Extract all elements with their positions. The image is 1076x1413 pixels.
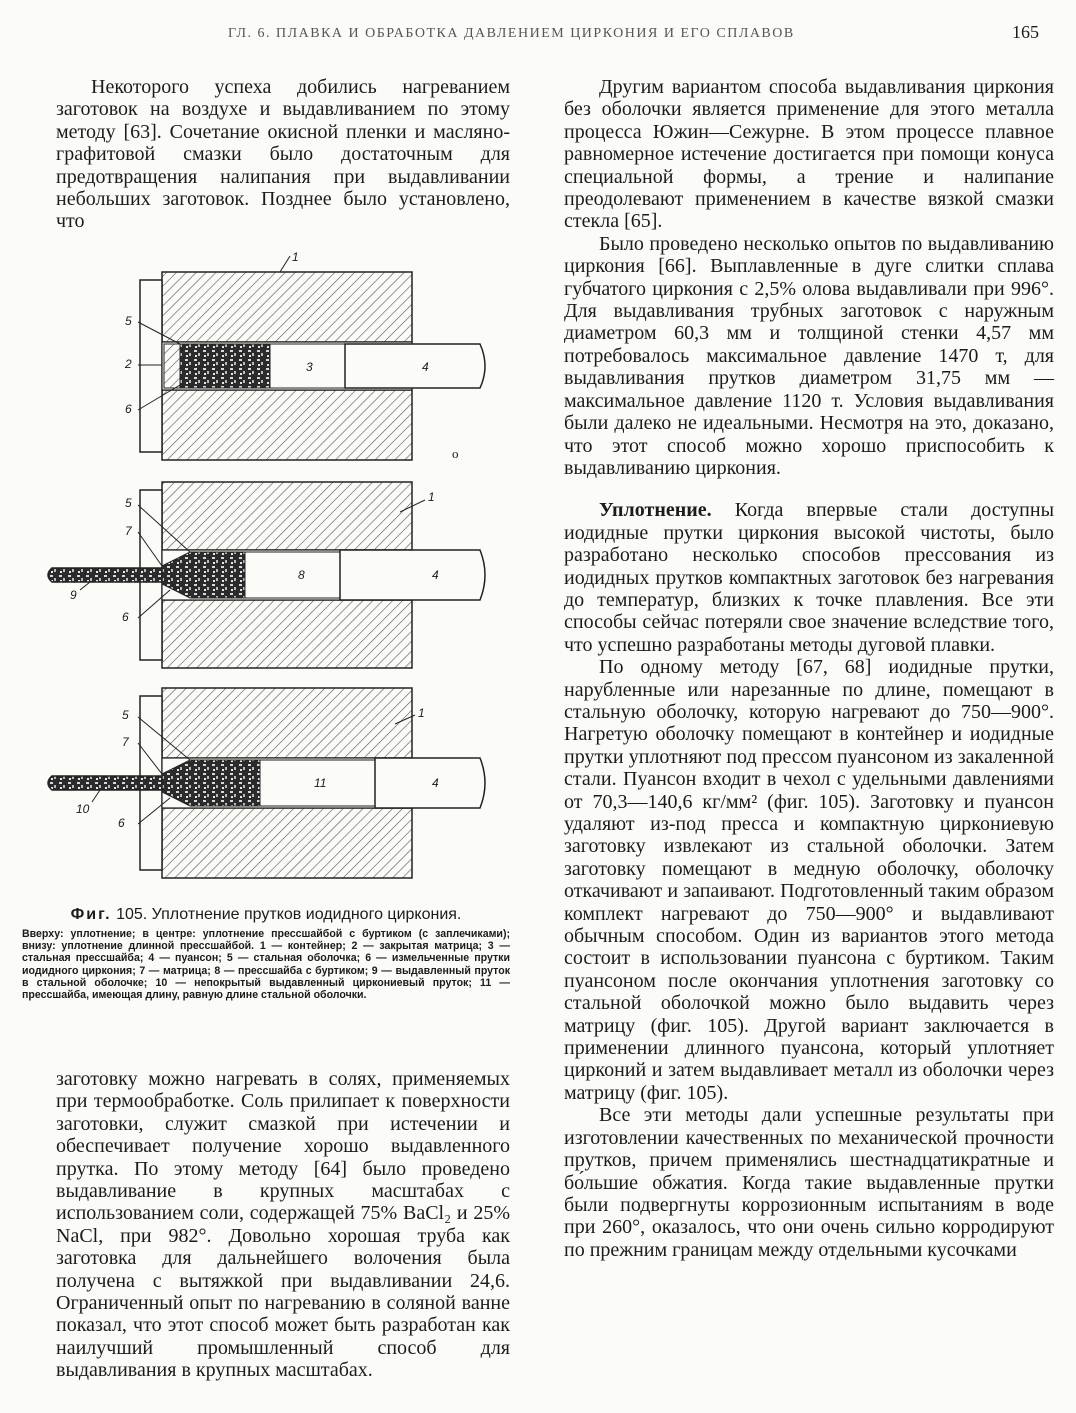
label-10: 10: [76, 802, 90, 816]
container-bottom-wall: [162, 808, 412, 878]
container-top-wall: [162, 272, 412, 342]
paragraph-left-bottom: заготовку можно нагревать в солях, применяемых при термообработке. Соль прилипает к поверхности заготовки, служит смазкой при истечении и обеспечивает получение хорошо выдавленного прутка. По этому методу [64] было проведено выдавливание в крупных масштабах с использованием соли, содержащей 75% BaCl₂ и 25% NaCl, при 982°. Довольно хорошая труба как заготовка для дальнейшего волочения была получена с вытяжкой при выдавливании 24,6. Ограниченный опыт по нагреванию в соляной ванне показал, что этот способ может быть разработан как наилучший промышленный способ для выдавливания в крупных масштабах.: [56, 1068, 510, 1382]
right-column: [564, 76, 1054, 1261]
container-top-wall: [162, 688, 412, 758]
running-head: ГЛ. 6. ПЛАВКА И ОБРАБОТКА ДАВЛЕНИЕМ ЦИРКОНИЯ И ЕГО СПЛАВОВ: [228, 26, 795, 41]
section-gap: [564, 479, 1054, 499]
label-6: 6: [125, 402, 132, 416]
leader-line: [80, 582, 90, 590]
container-bottom-wall: [162, 600, 412, 668]
label-4: 4: [432, 568, 439, 582]
label-5: 5: [125, 496, 132, 510]
label-1: 1: [292, 250, 299, 264]
leader-line: [92, 790, 100, 802]
label-7: 7: [125, 524, 132, 538]
paragraph-4: По одному методу [67, 68] иодидные прутки, нарубленные или нарезанные по длине, помещают в стальную оболочку, которую нагревают до 750—900°. Нагретую оболочку помещают в контейнер и иодидные прутки уплотняют под прессом пуансоном из закаленной стали. Пуансон входит в чехол с удельными давлениями от 70,3—140,6 кг/мм² (фиг. 105). Заготовку и пуансон удаляют из-под пресса и компактную циркониевую заготовку извлекают из стальной оболочки. Затем заготовку помещают в медную оболочку, оболочку откачивают и запаивают. Подготовленный таким образом комплект нагревают до 750—900° и выдавливают обычным способом. Один из вариантов этого метода состоит в использовании пуансона с буртиком. Таким пуансоном после окончания уплотнения заготовку со стальной оболочкой можно было выдавить через матрицу (фиг. 105). Другой вариант заключается в применении длинного пуансона, который уплотняет цирконий и затем выдавливает металл из оболочки через матрицу (фиг. 105).: [564, 656, 1054, 1104]
diagram-collar-pad: [48, 482, 485, 668]
punch: [345, 344, 485, 388]
figure-105: [40, 250, 510, 900]
closed-die: [140, 280, 162, 452]
label-1: 1: [428, 490, 435, 504]
zirconium-chips: [162, 760, 260, 806]
left-column-bottom: [56, 1068, 510, 1382]
container-top-wall: [162, 482, 412, 550]
label-4: 4: [432, 776, 439, 790]
stray-mark: o: [452, 446, 459, 461]
paragraph-2: Было проведено несколько опытов по выдавливанию циркония [66]. Выплавленные в дуге слитки сплава губчатого циркония с 2,5% олова выдавливали при 996°. Для выдавливания трубных заготовок с наружным диаметром 60,3 мм и толщиной стенки 4,57 мм потребовалось максимальное давление 1470 т, для выдавливания прутков диаметром 31,75 мм — максимальное давление 1120 т. Условия выдавливания были далеко не идеальными. Несмотря на это, доказано, что этот способ можно хорошо приспособить к выдавливанию циркония.: [564, 232, 1054, 479]
paragraph-left-top: Некоторого успеха добились нагреванием заготовок на воздухе и выдавливанием по этому методу [63]. Сочетание окисной пленки и масляно-графитовой смазки было достаточным для предотвращения налипания при выдавливании небольших заготовок. Позднее было установлено, что: [56, 76, 510, 233]
label-9: 9: [70, 588, 77, 602]
steel-sheath-end: [164, 344, 180, 388]
label-5: 5: [125, 314, 132, 328]
label-1: 1: [418, 706, 425, 720]
label-4: 4: [422, 360, 429, 374]
paragraph-1: Другим вариантом способа выдавливания циркония без оболочки является применение для этого металла процесса Южин—Сежурне. В этом процессе плавное равномерное истечение достигается при помощи конуса специальной формы, а трение и налипание преодолевают применением в качестве вязкой смазки стекла [65].: [564, 76, 1054, 233]
diagram-compaction: [138, 256, 485, 460]
section-title: Уплотнение.: [599, 499, 712, 522]
bare-extruded-rod: [48, 776, 162, 790]
extruded-rod-in-sheath: [48, 568, 162, 582]
label-2: 2: [125, 357, 132, 371]
figure-caption: [22, 906, 510, 1001]
label-5: 5: [122, 708, 129, 722]
paragraph-3-text: Когда впервые стали доступны иодидные прутки циркония высокой чистоты, было разработано несколько способов прессования из иодидных прутков компактных заготовок без нагревания до температур, близких к точке плавления. Все эти способы сейчас потеряли свое значение вследствие того, что успешно разработаны методы дуговой плавки.: [564, 499, 1055, 656]
label-11: 11: [314, 776, 327, 790]
label-6: 6: [118, 816, 125, 830]
zirconium-chips: [180, 344, 270, 388]
extrusion-diagrams: [40, 250, 510, 900]
collar-pressure-pad: [245, 552, 340, 598]
container-bottom-wall: [162, 390, 412, 460]
left-column-top: [56, 76, 510, 233]
paragraph-3: [564, 499, 1054, 656]
label-8: 8: [298, 568, 305, 582]
caption-label: Фиг.: [70, 906, 112, 923]
caption-title: [22, 906, 510, 924]
label-7: 7: [122, 735, 129, 749]
page-number: 165: [1012, 22, 1039, 42]
paragraph-5: Все эти методы дали успешные результаты при изготовлении качественных по механической прочности прутков, причем применялись шестнадцатикратные и бо́льшие обжатия. Когда такие выдавленные прутки были подвергнуты коррозионным испытаниям в воде при 260°, оказалось, что они очень сильно корродируют по прежним границам между отдельными кусочками: [564, 1104, 1054, 1261]
punch: [340, 550, 485, 600]
leader-line: [280, 256, 290, 272]
label-3: 3: [306, 360, 313, 374]
page-header: [0, 20, 1076, 50]
caption-title-text: 105. Уплотнение прутков иодидного циркония.: [116, 906, 462, 923]
label-6: 6: [122, 610, 129, 624]
caption-legend: Вверху: уплотнение; в центре: уплотнение прессшайбой с буртиком (с заплечиками); внизу: уплотнение длинной прессшайбой. 1 — контейнер; 2 — закрытая матрица; 3 — стальная прессшайба; 4 — пуансон; 5 — стальная оболочка; 6 — измельченные прутки иодидного циркония; 7 — матрица; 8 — прессшайба с буртиком; 9 — выдавленный пруток в стальной оболочке; 10 — непокрытый выдавленный циркониевый пруток; 11 — прессшайба, имеющая длину, равную длине стальной оболочки.: [22, 928, 510, 1002]
punch: [375, 758, 485, 808]
